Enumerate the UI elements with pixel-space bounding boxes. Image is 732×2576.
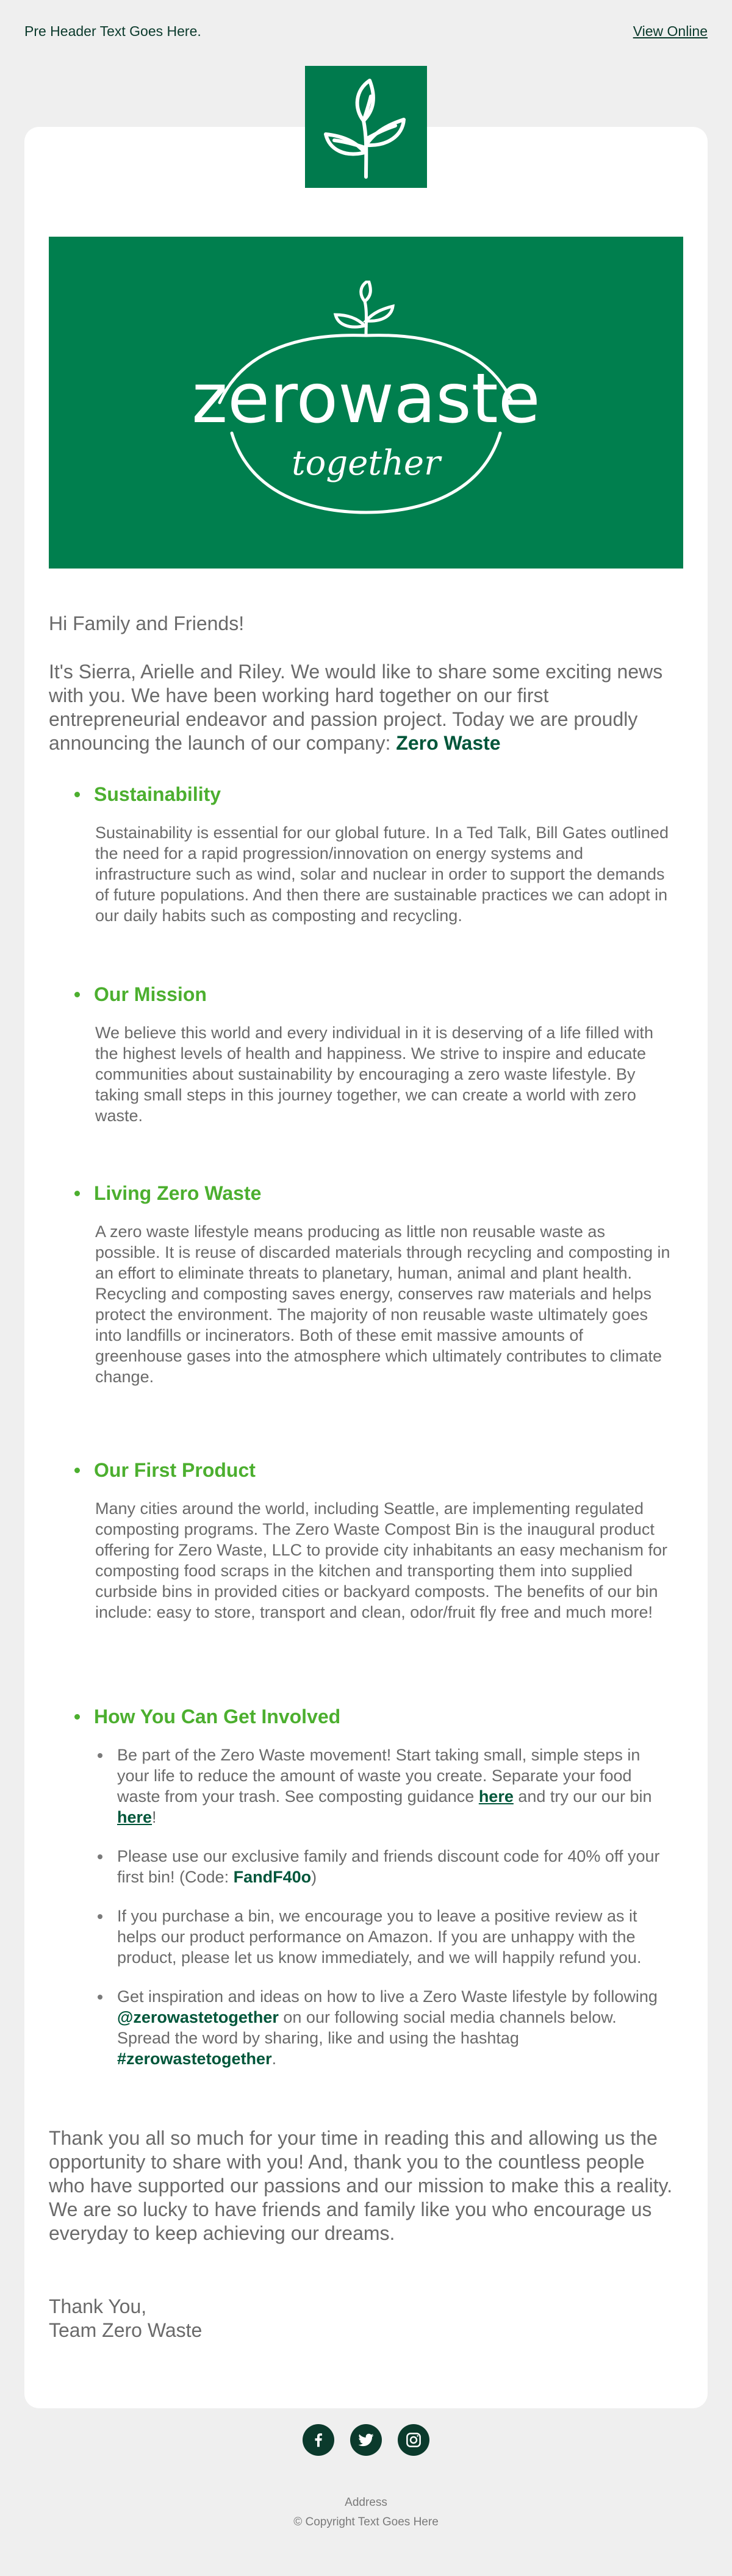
intro-text: It's Sierra, Arielle and Riley. We would like to share some exciting news with you. We have been working hard together on our first entrepreneurial endeavor and passion project. Today we are proudly announcing the launch of our company:	[49, 661, 663, 754]
social-handle: @zerowastetogether	[117, 2008, 279, 2026]
footer-copyright: © Copyright Text Goes Here	[293, 2516, 439, 2528]
hashtag: #zerowastetogether	[117, 2050, 272, 2068]
section-first-product	[49, 1458, 683, 1623]
footer-address: Address	[345, 2496, 387, 2509]
discount-code: FandF40o	[233, 1868, 312, 1886]
zerowaste-banner	[49, 237, 683, 569]
section-title: Sustainability	[49, 782, 683, 806]
section-title: Our First Product	[49, 1458, 683, 1482]
section-sustainability	[49, 782, 683, 926]
preheader-text: Pre Header Text Goes Here.	[24, 23, 201, 39]
item-text: )	[311, 1868, 317, 1886]
view-online-link[interactable]: View Online	[633, 23, 708, 39]
item-text: !	[152, 1808, 157, 1826]
preheader-bar	[24, 22, 708, 40]
involved-item-review: If you purchase a bin, we encourage you to leave a positive review as it helps our product performance on Amazon. If you are unhappy with the product, please let us know immediately, and we will happily refund you.	[95, 1906, 671, 1968]
involved-item-movement	[95, 1745, 671, 1828]
section-title: Living Zero Waste	[49, 1181, 683, 1205]
composting-guidance-link[interactable]: here	[478, 1787, 514, 1806]
bin-link[interactable]: here	[117, 1808, 152, 1826]
banner-tagline: together	[292, 443, 440, 483]
logo-plant-icon	[305, 66, 427, 188]
involved-item-social	[95, 1986, 671, 2069]
intro-paragraph	[49, 660, 683, 755]
section-body: A zero waste lifestyle means producing as little non reusable waste as possible. It is reuse of discarded materials through recycling and composting in an effort to eliminate threats to planetary, human, animal and plant health. Recycling and composting saves energy, conserves raw materials and helps protect the environment. The majority of non reusable waste ultimately goes into landfills or incinerators. Both of these emit massive amounts of greenhouse gases into the atmosphere which ultimately contributes to climate change.	[95, 1222, 670, 1386]
section-body: Sustainability is essential for our global future. In a Ted Talk, Bill Gates outlined the need for a rapid progression/innovation on energy systems and infrastructure such as wind, solar and nuclear in order to support the demands of future populations. And then there are sustainable practices we can adopt in our daily habits such as composting and recycling.	[95, 823, 669, 925]
section-body: Many cities around the world, including Seattle, are implementing regulated composting programs. The Zero Waste Compost Bin is the inaugural product offering for Zero Waste, LLC to provide city inhabitants an easy mechanism for composting food scraps in the kitchen and transporting them into supplied curbside bins in provided cities or backyard composts. The benefits of our bin include: easy to store, transport and clean, odor/fruit fly free and much more!	[95, 1499, 667, 1621]
item-text: .	[271, 2050, 277, 2068]
twitter-icon[interactable]	[350, 2424, 382, 2456]
item-text: on our following social media channels below. Spread the word by sharing, like and using the hashtag	[117, 2008, 617, 2047]
social-links	[0, 2424, 732, 2458]
involved-list	[95, 1745, 671, 2069]
section-title: How You Can Get Involved	[49, 1704, 683, 1729]
intro-brand: Zero Waste	[396, 732, 501, 754]
section-get-involved	[49, 1704, 683, 2087]
item-text: Be part of the Zero Waste movement! Start taking small, simple steps in your life to reduce the amount of waste you create. Separate your food waste from your trash. See composting guidance	[117, 1746, 640, 1806]
instagram-icon[interactable]	[398, 2424, 429, 2456]
item-text: Get inspiration and ideas on how to live a Zero Waste lifestyle by following	[117, 1987, 658, 2006]
section-living-zero-waste	[49, 1181, 683, 1387]
banner-word: zerowaste	[192, 359, 540, 439]
signoff	[49, 2295, 683, 2342]
closing-paragraph: Thank you all so much for your time in reading this and allowing us the opportunity to share with you! And, thank you to the countless people who have supported our passions and our mission to make this a reality. We are so lucky to have friends and family like you who encourage us everyday to keep achieving our dreams.	[49, 2127, 673, 2244]
greeting: Hi Family and Friends!	[49, 612, 245, 634]
zerowaste-logo	[152, 281, 580, 525]
section-title: Our Mission	[49, 982, 683, 1006]
facebook-icon[interactable]	[303, 2424, 334, 2456]
signoff-line: Thank You,	[49, 2295, 147, 2317]
item-text: Please use our exclusive family and friends discount code for 40% off your first bin! (Code:	[117, 1847, 660, 1886]
involved-item-discount	[95, 1846, 671, 1887]
item-text: and try our our bin	[513, 1787, 652, 1806]
section-our-mission	[49, 982, 683, 1126]
signoff-team: Team Zero Waste	[49, 2319, 203, 2341]
section-body: We believe this world and every individual in it is deserving of a life filled with the highest levels of health and happiness. We strive to inspire and educate communities about sustainability by encouraging a zero waste lifestyle. By taking small steps in this journey together, we can create a world with zero waste.	[95, 1024, 653, 1125]
